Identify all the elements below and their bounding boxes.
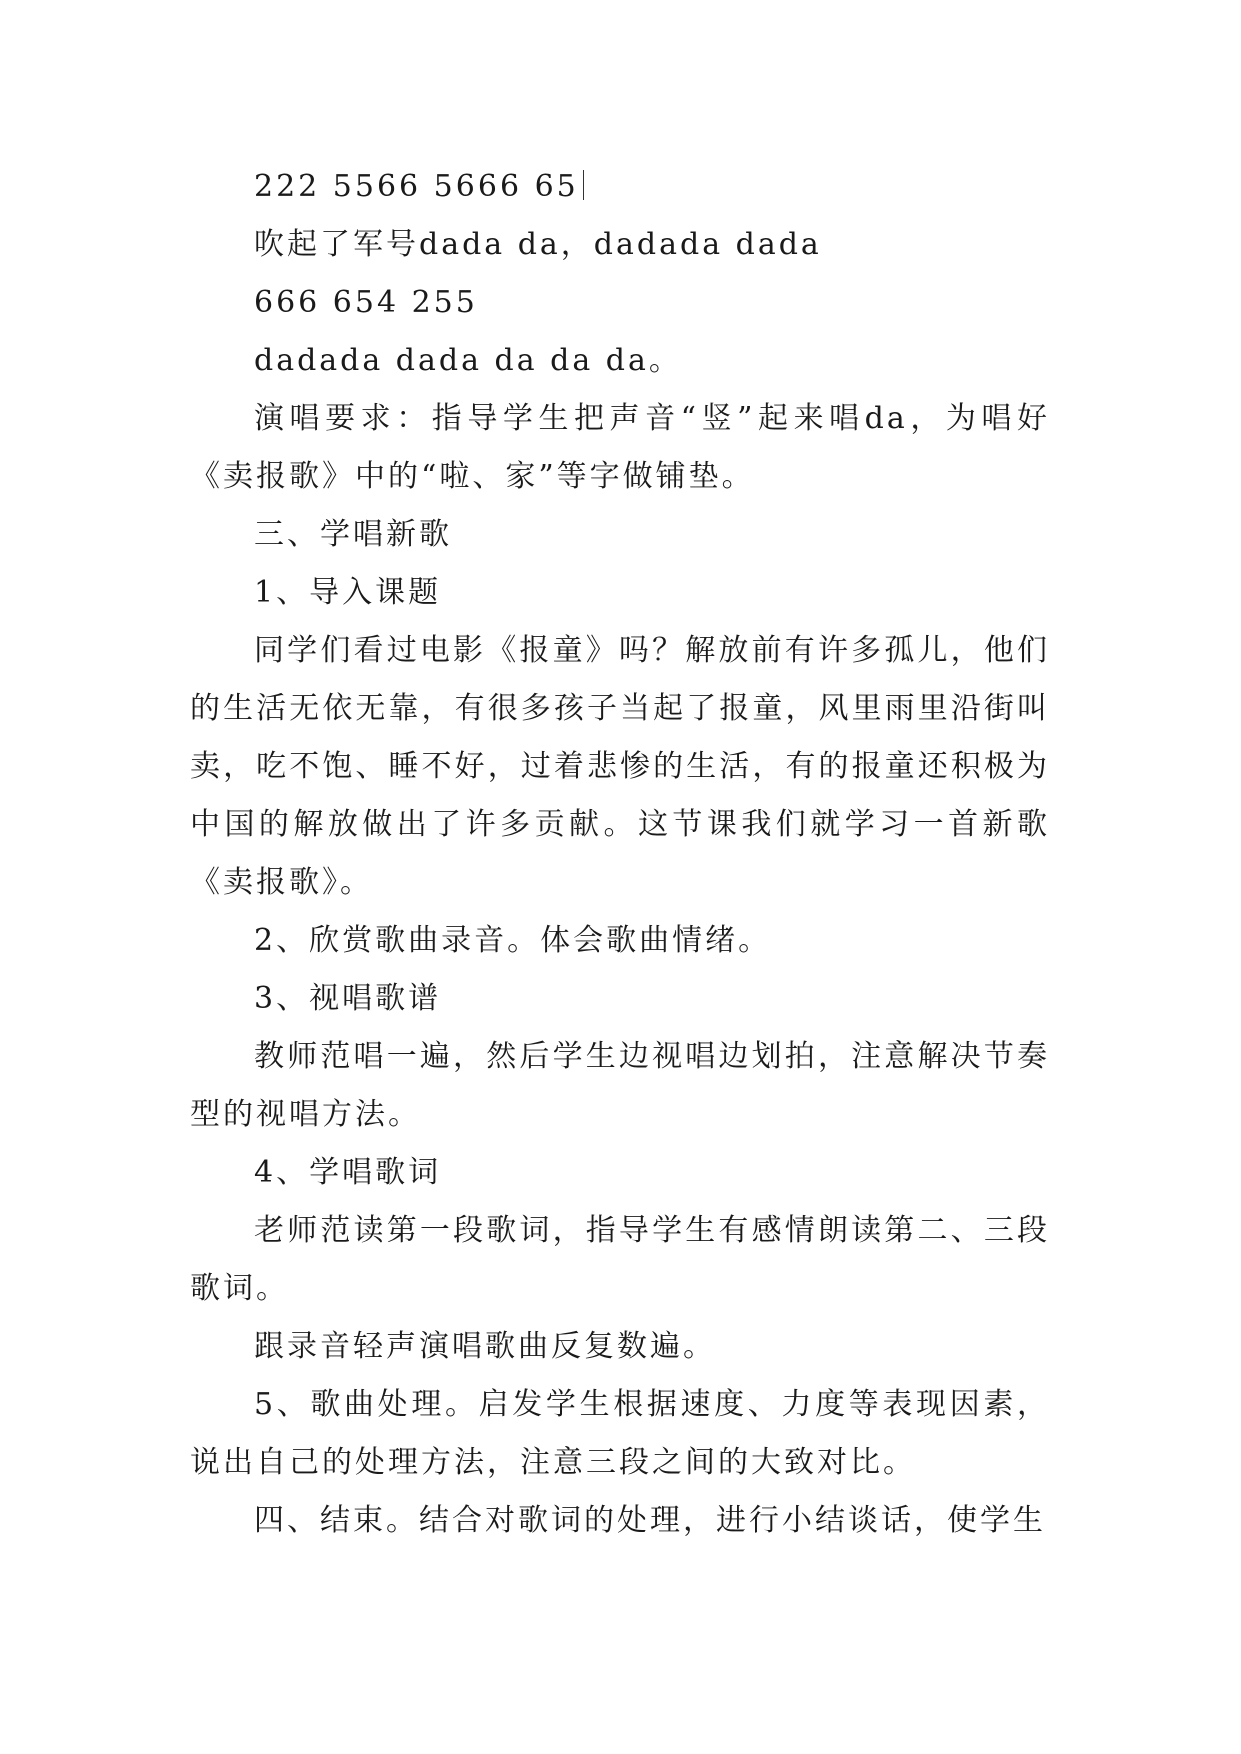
practice-paragraph: 跟录音轻声演唱歌曲反复数遍。 [254, 1329, 716, 1364]
introduction-paragraph: 同学们看过电影《报童》吗？解放前有许多孤儿，他们的生活无依无靠，有很多孩子当起了报童，风里雨里沿街叫卖，吃不饱、睡不好，过着悲惨的生活，有的报童还积极为中国的解放做出了许多贡献。这节课我们就学习一首新歌《卖报歌》。 [190, 633, 1050, 900]
sight-singing-paragraph: 教师范唱一遍，然后学生边视唱边划拍，注意解决节奏型的视唱方法。 [190, 1039, 1050, 1132]
step-heading-sight-singing: 3、视唱歌谱 [254, 981, 442, 1016]
document-body [190, 158, 1050, 1550]
song-processing-paragraph: 5、歌曲处理。启发学生根据速度、力度等表现因素，说出自己的处理方法，注意三段之间的大致对比。 [190, 1387, 1050, 1480]
lyric-line-1: 吹起了军号dada da，dadada dada [254, 227, 822, 262]
conclusion-paragraph: 四、结束。结合对歌词的处理，进行小结谈话，使学生 [254, 1503, 1046, 1538]
text-cursor [583, 170, 584, 200]
singing-requirement-paragraph: 演唱要求：指导学生把声音“竖”起来唱da，为唱好《卖报歌》中的“啦、家”等字做铺垫。 [190, 401, 1050, 494]
notation-line-2: 666 654 255 [254, 285, 478, 320]
lyric-line-2: dadada dada da da da。 [254, 343, 682, 378]
section-heading-learn-new-song: 三、学唱新歌 [254, 517, 452, 552]
notation-line-1 [190, 158, 1050, 216]
step-heading-learn-lyrics: 4、学唱歌词 [254, 1155, 442, 1190]
notation-text: 222 5566 5666 65 [254, 169, 579, 204]
step-heading-introduce-topic: 1、导入课题 [254, 575, 442, 610]
lyrics-reading-paragraph: 老师范读第一段歌词，指导学生有感情朗读第二、三段歌词。 [190, 1213, 1050, 1306]
step-listen-recording: 2、欣赏歌曲录音。体会歌曲情绪。 [254, 923, 772, 958]
